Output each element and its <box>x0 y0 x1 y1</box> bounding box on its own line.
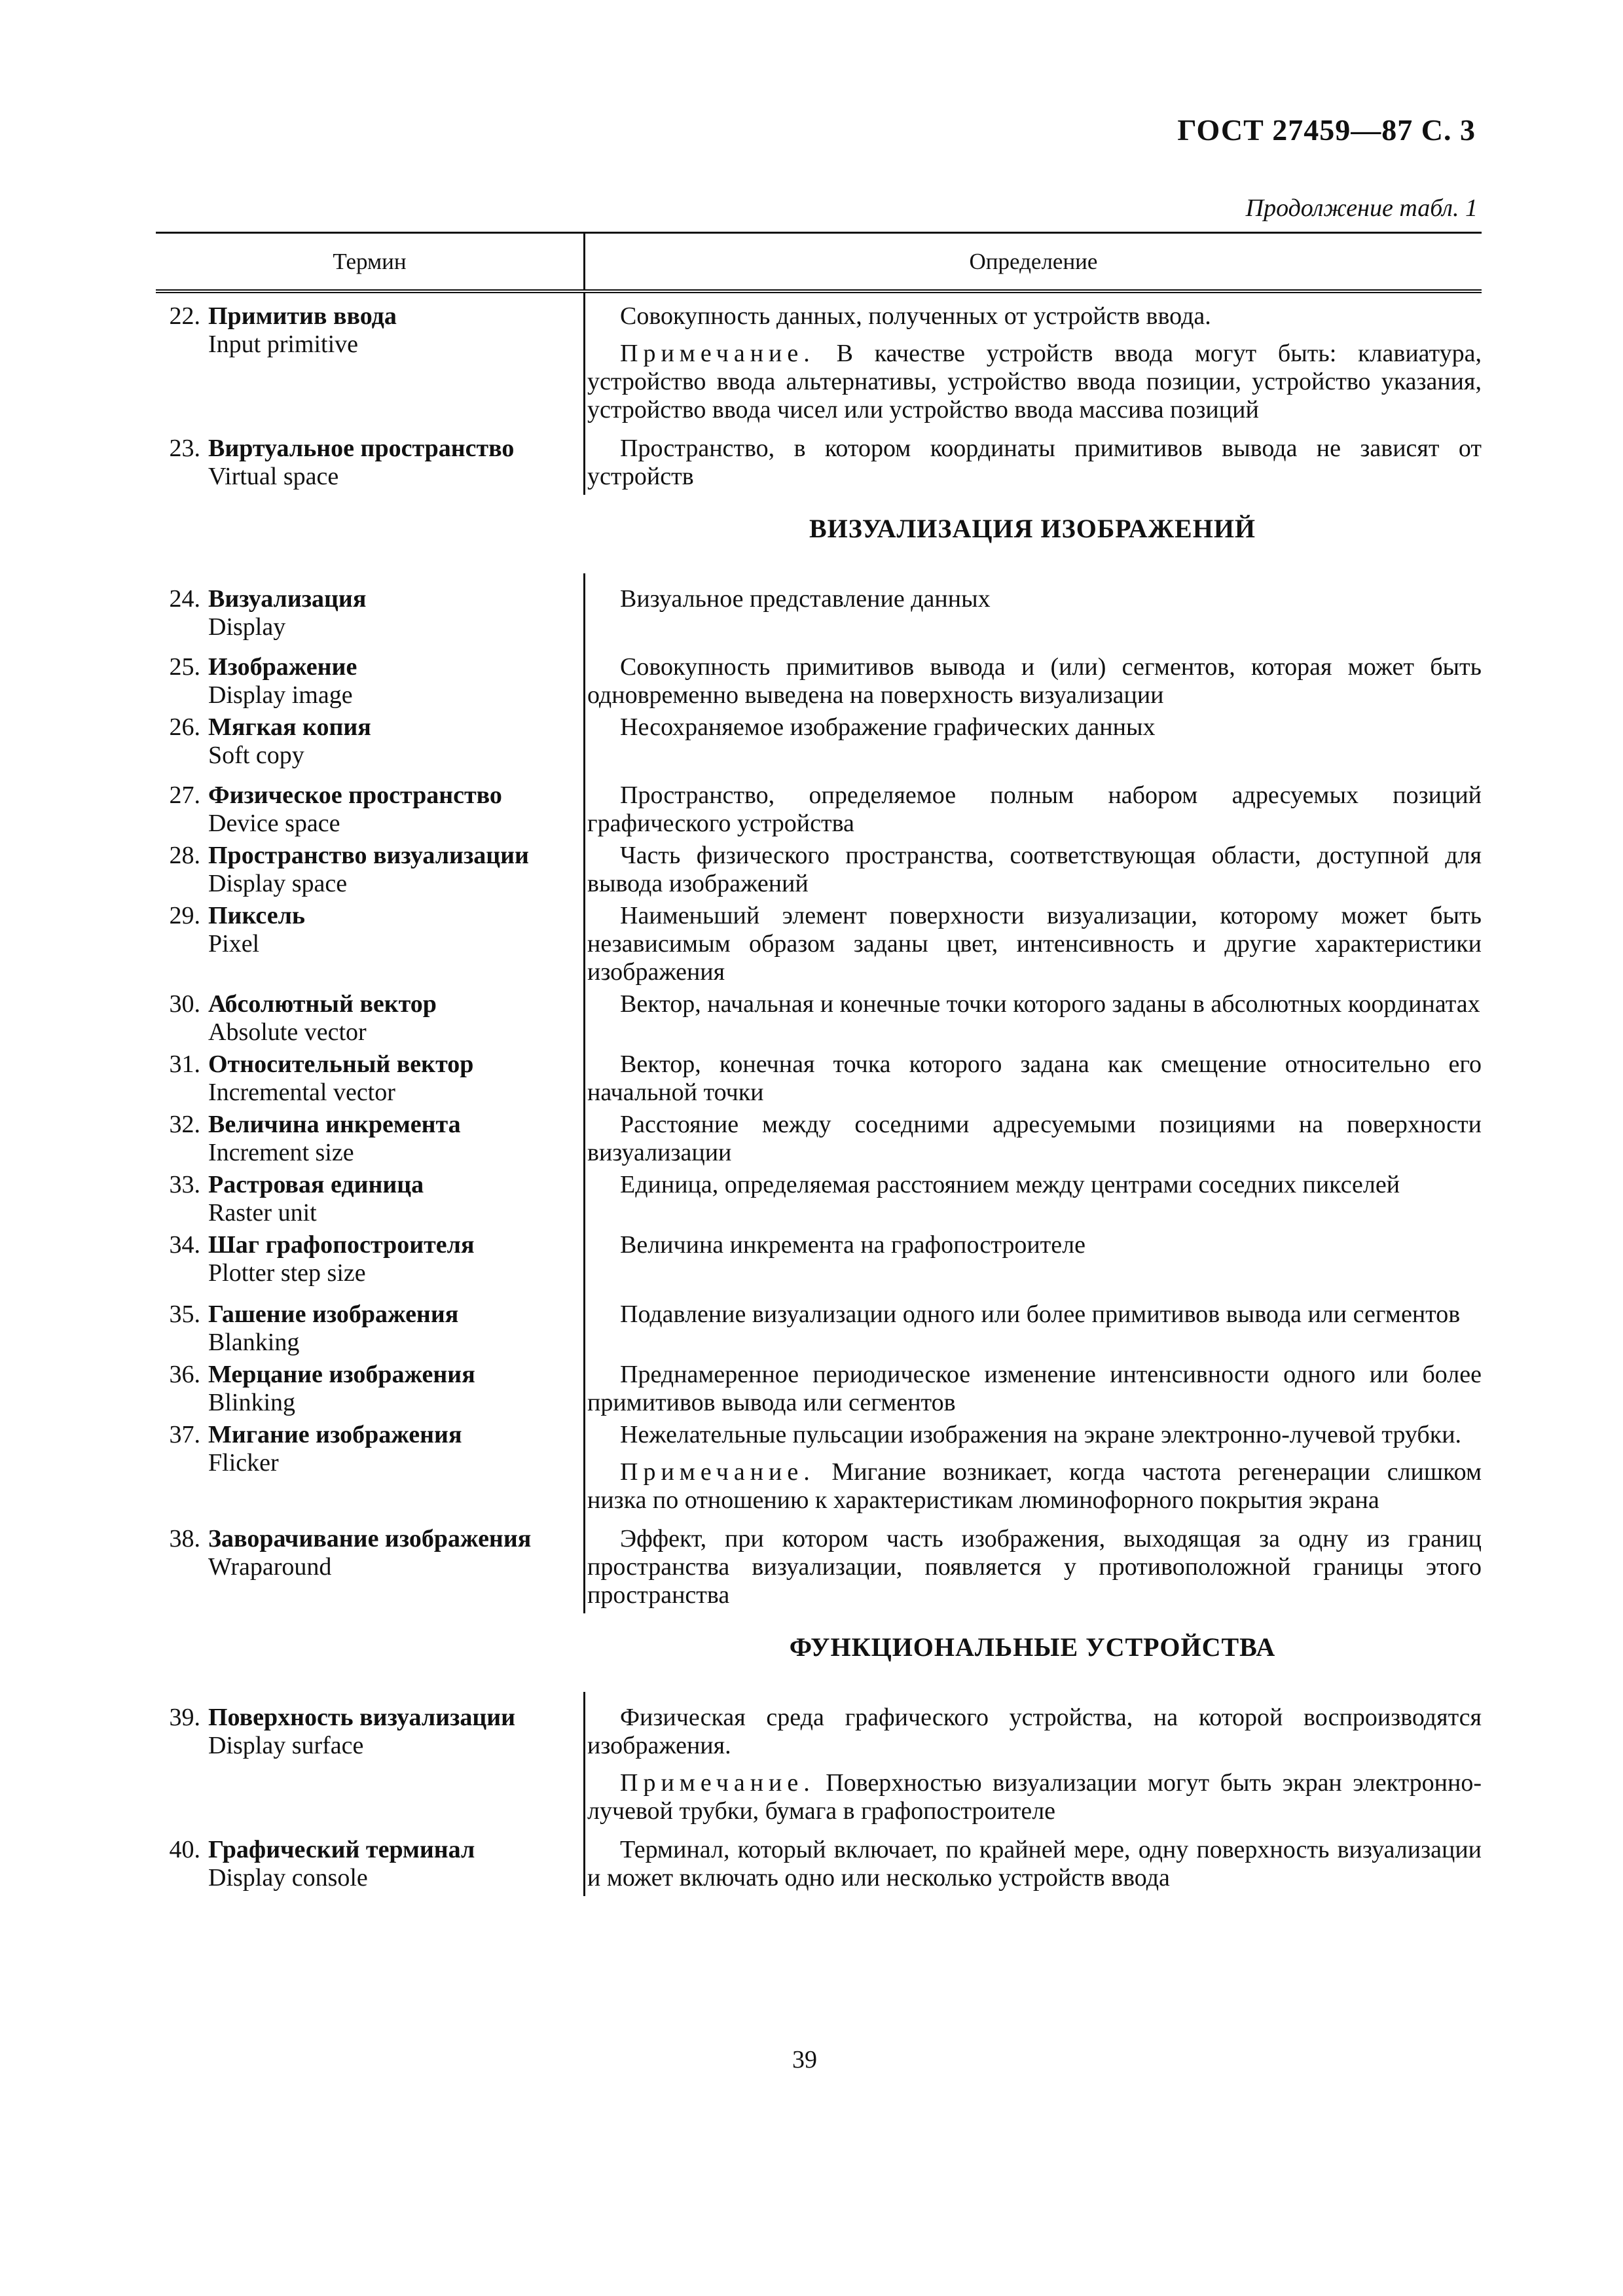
table-continuation-label: Продолжение табл. 1 <box>1245 194 1478 222</box>
term-cell <box>156 653 583 709</box>
table-row <box>156 1417 1482 1515</box>
term-cell <box>156 1300 583 1357</box>
table-body <box>156 293 1482 1896</box>
term-cell <box>156 713 583 770</box>
term-number: 31. <box>169 1050 200 1078</box>
term-number: 22. <box>169 302 200 330</box>
term-names <box>208 1361 570 1417</box>
table-row <box>156 1107 1482 1167</box>
term-ru: Физическое пространство <box>208 781 502 809</box>
term-en: Virtual space <box>208 463 339 490</box>
term-en: Display image <box>208 681 353 709</box>
page-number: 39 <box>792 2046 817 2073</box>
term-cell <box>156 1525 583 1609</box>
term-names <box>208 990 570 1047</box>
term-number: 25. <box>169 653 200 681</box>
table-row <box>156 573 1482 641</box>
term-number: 30. <box>169 990 200 1018</box>
term-names <box>208 1421 570 1515</box>
definition-text: Терминал, который включает, по крайней мере, одну поверхность визуализации и может включать одно или несколько устройств ввода <box>587 1836 1482 1892</box>
column-divider <box>583 1692 585 1896</box>
term-en: Wraparound <box>208 1553 332 1581</box>
table-row <box>156 838 1482 898</box>
definition-text: Совокупность примитивов вывода и (или) сегментов, которая может быть одновременно выведена на поверхность визуализации <box>587 653 1482 709</box>
table-row <box>156 986 1482 1047</box>
term-names <box>208 1525 570 1609</box>
column-header-definition: Определение <box>583 234 1482 289</box>
term-number: 32. <box>169 1111 200 1138</box>
definition-text: Пространство, определяемое полным набором адресуемых позиций графического устройства <box>587 781 1482 837</box>
term-number: 24. <box>169 585 200 613</box>
table-row <box>156 1357 1482 1417</box>
term-cell <box>156 842 583 898</box>
note-text: В качестве устройств ввода могут быть: клавиатура, устройство ввода альтернативы, устройство ввода позиции, устройство указания, устройство ввода чисел или устройство ввода массива позиций <box>587 340 1482 423</box>
term-cell <box>156 781 583 838</box>
term-cell <box>156 435 583 491</box>
term-names <box>208 435 570 491</box>
term-names <box>208 1171 570 1227</box>
table-header <box>156 232 1482 293</box>
definition-cell <box>583 1836 1482 1892</box>
term-ru: Мерцание изображения <box>208 1361 475 1388</box>
definition-text: Вектор, конечная точка которого задана как смещение относительно его начальной точки <box>587 1050 1482 1106</box>
term-cell <box>156 1111 583 1167</box>
term-names <box>208 1231 570 1287</box>
term-number: 29. <box>169 902 200 929</box>
term-en: Input primitive <box>208 331 359 358</box>
column-divider <box>583 573 585 1613</box>
definition-cell <box>583 653 1482 709</box>
term-en: Display console <box>208 1864 368 1892</box>
definition-cell <box>583 1111 1482 1167</box>
definition-cell <box>583 842 1482 898</box>
term-ru: Абсолютный вектор <box>208 990 437 1018</box>
definition-cell <box>583 1300 1482 1357</box>
section-title: ВИЗУАЛИЗАЦИЯ ИЗОБРАЖЕНИЙ <box>809 514 1256 543</box>
definition-text: Единица, определяемая расстоянием между центрами соседних пикселей <box>620 1171 1400 1198</box>
definition-text: Преднамеренное периодическое изменение интенсивности одного или более примитивов вывода или сегментов <box>587 1361 1482 1416</box>
term-number: 33. <box>169 1171 200 1198</box>
definition-cell <box>583 781 1482 838</box>
definition-cell <box>583 585 1482 641</box>
definition-text: Величина инкремента на графопостроителе <box>620 1231 1085 1259</box>
definition-text: Пространство, в котором координаты примитивов вывода не зависят от устройств <box>587 435 1482 490</box>
term-en: Display space <box>208 870 348 897</box>
term-cell <box>156 1231 583 1287</box>
term-en: Soft copy <box>208 742 304 769</box>
term-names <box>208 585 570 641</box>
definition-text: Совокупность данных, полученных от устройств ввода. <box>620 302 1211 330</box>
term-cell <box>156 1704 583 1825</box>
definition-text: Нежелательные пульсации изображения на экране электронно-лучевой трубки. <box>620 1421 1462 1448</box>
definition-cell <box>583 1171 1482 1227</box>
definition-text: Несохраняемое изображение графических данных <box>620 713 1156 741</box>
definition-cell <box>583 1525 1482 1609</box>
term-names <box>208 713 570 770</box>
note-text: Поверхностью визуализации могут быть экран электронно-лучевой трубки, бумага в графопостроителе <box>587 1769 1482 1825</box>
term-ru: Мигание изображения <box>208 1421 462 1448</box>
term-ru: Графический терминал <box>208 1836 475 1863</box>
term-cell <box>156 1836 583 1892</box>
term-ru: Пространство визуализации <box>208 842 529 869</box>
definition-note <box>587 340 1482 424</box>
term-ru: Виртуальное пространство <box>208 435 515 462</box>
term-names <box>208 781 570 838</box>
term-en: Pixel <box>208 930 260 958</box>
definition-cell <box>583 990 1482 1047</box>
definition-note <box>587 1769 1482 1825</box>
definition-text: Физическая среда графического устройства, на которой воспроизводятся изображения. <box>587 1704 1482 1759</box>
note-label: Примечание. <box>620 1769 815 1797</box>
term-en: Blanking <box>208 1329 300 1356</box>
term-names <box>208 1111 570 1167</box>
term-number: 40. <box>169 1836 200 1863</box>
term-en: Display surface <box>208 1732 364 1759</box>
term-cell <box>156 1171 583 1227</box>
term-en: Raster unit <box>208 1199 317 1227</box>
table-row <box>156 1047 1482 1107</box>
terms-table <box>156 232 1482 1896</box>
term-number: 38. <box>169 1525 200 1552</box>
table-block <box>156 573 1482 1613</box>
term-en: Display <box>208 613 286 641</box>
page-header: ГОСТ 27459—87 С. 3 <box>1177 113 1476 147</box>
term-number: 37. <box>169 1421 200 1448</box>
term-cell <box>156 1050 583 1107</box>
table-block <box>156 1692 1482 1896</box>
term-number: 36. <box>169 1361 200 1388</box>
term-en: Plotter step size <box>208 1259 366 1287</box>
table-row <box>156 898 1482 986</box>
term-cell <box>156 902 583 986</box>
definition-cell <box>583 1361 1482 1417</box>
table-row <box>156 1227 1482 1287</box>
definition-cell <box>583 302 1482 424</box>
table-row <box>156 424 1482 495</box>
term-number: 27. <box>169 781 200 809</box>
term-cell <box>156 302 583 424</box>
term-number: 35. <box>169 1300 200 1328</box>
definition-cell <box>583 1704 1482 1825</box>
definition-text: Подавление визуализации одного или более примитивов вывода или сегментов <box>620 1300 1461 1328</box>
term-en: Flicker <box>208 1449 279 1477</box>
definition-text: Вектор, начальная и конечные точки которого заданы в абсолютных координатах <box>620 990 1480 1018</box>
section-title: ФУНКЦИОНАЛЬНЫЕ УСТРОЙСТВА <box>789 1632 1276 1662</box>
term-number: 34. <box>169 1231 200 1259</box>
definition-cell <box>583 713 1482 770</box>
term-ru: Относительный вектор <box>208 1050 474 1078</box>
term-en: Device space <box>208 810 340 837</box>
term-names <box>208 1704 570 1825</box>
note-label: Примечание. <box>620 340 815 367</box>
term-number: 28. <box>169 842 200 869</box>
term-en: Blinking <box>208 1389 296 1416</box>
term-cell <box>156 990 583 1047</box>
definition-text: Эффект, при котором часть изображения, выходящая за одну из границ пространства визуализации, появляется у противоположной границы этого пространства <box>587 1525 1482 1609</box>
column-header-term: Термин <box>333 248 407 274</box>
definition-text: Расстояние между соседними адресуемыми позициями на поверхности визуализации <box>587 1111 1482 1166</box>
term-ru: Величина инкремента <box>208 1111 461 1138</box>
term-names <box>208 902 570 986</box>
table-row <box>156 709 1482 770</box>
definition-cell <box>583 902 1482 986</box>
definition-cell <box>583 1050 1482 1107</box>
term-ru: Шаг графопостроителя <box>208 1231 475 1259</box>
term-ru: Заворачивание изображения <box>208 1525 532 1552</box>
term-ru: Пиксель <box>208 902 306 929</box>
term-number: 23. <box>169 435 200 462</box>
definition-cell <box>583 435 1482 491</box>
term-ru: Растровая единица <box>208 1171 424 1198</box>
term-ru: Визуализация <box>208 585 367 613</box>
term-ru: Мягкая копия <box>208 713 371 741</box>
term-ru: Примитив ввода <box>208 302 397 330</box>
term-en: Increment size <box>208 1139 354 1166</box>
definition-text: Часть физического пространства, соответствующая области, доступной для вывода изображений <box>587 842 1482 897</box>
table-row <box>156 641 1482 709</box>
term-number: 26. <box>169 713 200 741</box>
definition-note <box>587 1458 1482 1515</box>
term-names <box>208 1050 570 1107</box>
term-ru: Гашение изображения <box>208 1300 459 1328</box>
table-row <box>156 770 1482 838</box>
definition-text: Визуальное представление данных <box>620 585 991 613</box>
table-block <box>156 293 1482 495</box>
definition-text: Наименьший элемент поверхности визуализации, которому может быть независимым образом заданы цвет, интенсивность и другие характеристики изображения <box>587 902 1482 986</box>
term-number: 39. <box>169 1704 200 1731</box>
table-row <box>156 1167 1482 1227</box>
term-cell <box>156 1421 583 1515</box>
column-divider <box>583 293 585 495</box>
term-cell <box>156 585 583 641</box>
term-names <box>208 1300 570 1357</box>
table-row <box>156 293 1482 424</box>
term-en: Absolute vector <box>208 1018 367 1046</box>
term-names <box>208 1836 570 1892</box>
term-ru: Изображение <box>208 653 357 681</box>
term-en: Incremental vector <box>208 1079 395 1106</box>
note-text: Мигание возникает, когда частота регенерации слишком низка по отношению к характеристикам люминофорного покрытия экрана <box>587 1458 1482 1514</box>
note-label: Примечание. <box>620 1458 815 1486</box>
term-names <box>208 302 570 424</box>
term-cell <box>156 1361 583 1417</box>
table-row <box>156 1825 1482 1896</box>
definition-cell <box>583 1421 1482 1515</box>
term-ru: Поверхность визуализации <box>208 1704 516 1731</box>
term-names <box>208 842 570 898</box>
definition-cell <box>583 1231 1482 1287</box>
table-row <box>156 1287 1482 1357</box>
term-names <box>208 653 570 709</box>
table-row <box>156 1692 1482 1825</box>
table-row <box>156 1515 1482 1613</box>
